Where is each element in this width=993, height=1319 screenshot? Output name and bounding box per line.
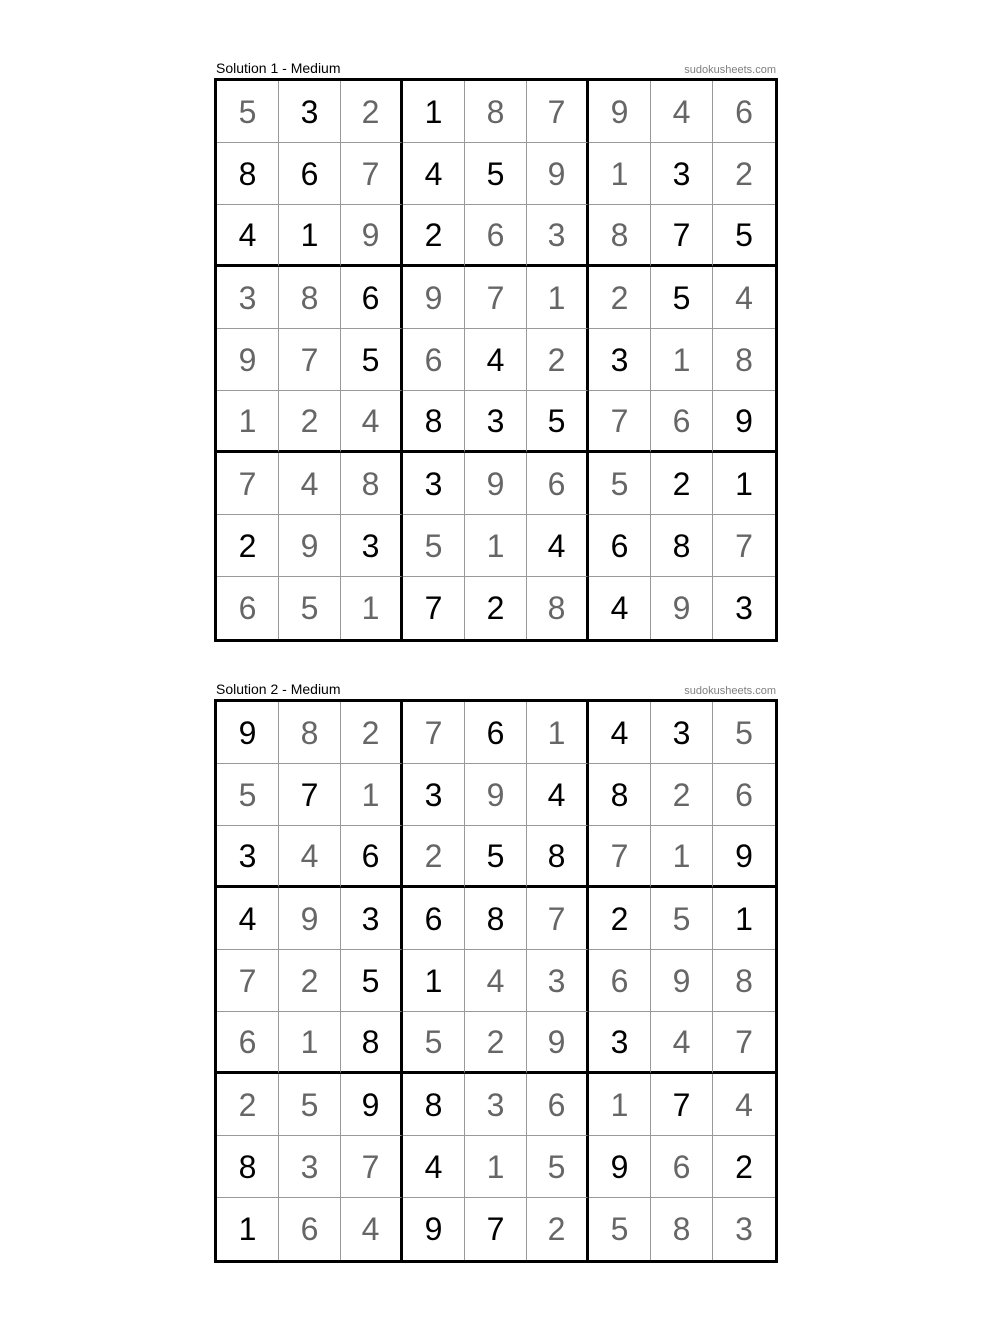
- solved-cell: 6: [465, 205, 527, 267]
- solved-cell: 7: [341, 143, 403, 205]
- solved-cell: 7: [589, 391, 651, 453]
- given-cell: 8: [403, 1074, 465, 1136]
- solved-cell: 5: [589, 1198, 651, 1260]
- solved-cell: 9: [527, 143, 589, 205]
- given-cell: 4: [465, 329, 527, 391]
- solved-cell: 4: [279, 826, 341, 888]
- given-cell: 8: [217, 1136, 279, 1198]
- given-cell: 5: [465, 143, 527, 205]
- solved-cell: 7: [527, 81, 589, 143]
- solved-cell: 1: [341, 577, 403, 639]
- solved-cell: 6: [651, 391, 713, 453]
- solved-cell: 4: [713, 1074, 775, 1136]
- solved-cell: 9: [403, 267, 465, 329]
- solved-cell: 1: [651, 329, 713, 391]
- solved-cell: 9: [589, 81, 651, 143]
- solved-cell: 1: [465, 1136, 527, 1198]
- solved-cell: 6: [279, 1198, 341, 1260]
- solved-cell: 5: [713, 702, 775, 764]
- solved-cell: 6: [403, 329, 465, 391]
- given-cell: 1: [279, 205, 341, 267]
- solved-cell: 1: [527, 267, 589, 329]
- solved-cell: 1: [651, 826, 713, 888]
- solved-cell: 7: [465, 267, 527, 329]
- given-cell: 2: [651, 453, 713, 515]
- sudoku-grid: [214, 699, 778, 1263]
- solved-cell: 5: [217, 764, 279, 826]
- given-cell: 1: [713, 888, 775, 950]
- solved-cell: 6: [651, 1136, 713, 1198]
- given-cell: 1: [217, 1198, 279, 1260]
- solved-cell: 9: [279, 515, 341, 577]
- solved-cell: 9: [527, 1012, 589, 1074]
- solved-cell: 7: [217, 453, 279, 515]
- solved-cell: 1: [279, 1012, 341, 1074]
- solved-cell: 5: [217, 81, 279, 143]
- solved-cell: 7: [713, 515, 775, 577]
- given-cell: 8: [403, 391, 465, 453]
- solved-cell: 3: [279, 1136, 341, 1198]
- puzzle-header: [214, 679, 778, 699]
- given-cell: 5: [527, 391, 589, 453]
- given-cell: 9: [341, 1074, 403, 1136]
- solved-cell: 6: [527, 1074, 589, 1136]
- given-cell: 6: [279, 143, 341, 205]
- solved-cell: 8: [589, 205, 651, 267]
- given-cell: 2: [403, 205, 465, 267]
- solved-cell: 4: [341, 1198, 403, 1260]
- solved-cell: 2: [403, 826, 465, 888]
- solved-cell: 9: [217, 329, 279, 391]
- solved-cell: 8: [527, 577, 589, 639]
- solved-cell: 2: [527, 1198, 589, 1260]
- solved-cell: 8: [713, 329, 775, 391]
- puzzle-title: Solution 1 - Medium: [216, 60, 341, 76]
- given-cell: 7: [403, 577, 465, 639]
- solved-cell: 6: [217, 1012, 279, 1074]
- solved-cell: 6: [217, 577, 279, 639]
- solved-cell: 3: [527, 950, 589, 1012]
- solved-cell: 9: [651, 577, 713, 639]
- given-cell: 7: [465, 1198, 527, 1260]
- solved-cell: 5: [403, 515, 465, 577]
- site-label: sudokusheets.com: [684, 685, 776, 697]
- given-cell: 9: [713, 826, 775, 888]
- given-cell: 9: [589, 1136, 651, 1198]
- given-cell: 4: [403, 143, 465, 205]
- given-cell: 3: [403, 453, 465, 515]
- puzzle-header: [214, 58, 778, 78]
- solved-cell: 2: [217, 1074, 279, 1136]
- solved-cell: 7: [341, 1136, 403, 1198]
- solved-cell: 5: [279, 577, 341, 639]
- given-cell: 4: [217, 205, 279, 267]
- solved-cell: 3: [527, 205, 589, 267]
- given-cell: 2: [217, 515, 279, 577]
- solved-cell: 2: [527, 329, 589, 391]
- solved-cell: 8: [465, 81, 527, 143]
- solved-cell: 8: [279, 267, 341, 329]
- given-cell: 8: [589, 764, 651, 826]
- solved-cell: 4: [465, 950, 527, 1012]
- solved-cell: 5: [589, 453, 651, 515]
- solved-cell: 1: [589, 1074, 651, 1136]
- solved-cell: 1: [341, 764, 403, 826]
- given-cell: 9: [217, 702, 279, 764]
- given-cell: 5: [465, 826, 527, 888]
- given-cell: 4: [527, 764, 589, 826]
- given-cell: 4: [403, 1136, 465, 1198]
- given-cell: 8: [651, 515, 713, 577]
- given-cell: 3: [217, 826, 279, 888]
- given-cell: 7: [279, 764, 341, 826]
- given-cell: 1: [403, 950, 465, 1012]
- given-cell: 3: [403, 764, 465, 826]
- given-cell: 5: [341, 329, 403, 391]
- solved-cell: 9: [279, 888, 341, 950]
- given-cell: 3: [279, 81, 341, 143]
- given-cell: 1: [403, 81, 465, 143]
- solved-cell: 3: [735, 1211, 753, 1247]
- solved-cell: 2: [713, 143, 775, 205]
- sudoku-grid: [214, 78, 778, 642]
- solved-cell: 1: [217, 391, 279, 453]
- solved-cell: 4: [651, 81, 713, 143]
- given-cell: 2: [589, 888, 651, 950]
- solved-cell: 2: [651, 764, 713, 826]
- solved-cell: 3: [217, 267, 279, 329]
- solved-cell: 6: [589, 950, 651, 1012]
- given-cell: 6: [589, 515, 651, 577]
- given-cell: 3: [735, 590, 753, 626]
- solved-cell: 2: [341, 702, 403, 764]
- solved-cell: 1: [527, 702, 589, 764]
- sudoku-solution-2: [214, 679, 778, 1263]
- given-cell: 2: [713, 1136, 775, 1198]
- solved-cell: 5: [279, 1074, 341, 1136]
- solved-cell: 5: [403, 1012, 465, 1074]
- solved-cell: 7: [713, 1012, 775, 1074]
- given-cell: 3: [465, 391, 527, 453]
- given-cell: 8: [217, 143, 279, 205]
- solved-cell: 9: [465, 453, 527, 515]
- given-cell: 3: [341, 515, 403, 577]
- given-cell: 4: [589, 577, 651, 639]
- given-cell: 6: [341, 826, 403, 888]
- solved-cell: 5: [651, 888, 713, 950]
- given-cell: 8: [465, 888, 527, 950]
- given-cell: 3: [341, 888, 403, 950]
- given-cell: 9: [403, 1198, 465, 1260]
- solved-cell: 6: [713, 764, 775, 826]
- solved-cell: 2: [279, 391, 341, 453]
- given-cell: 9: [713, 391, 775, 453]
- given-cell: 8: [527, 826, 589, 888]
- solved-cell: 6: [527, 453, 589, 515]
- solved-cell: 7: [527, 888, 589, 950]
- site-label: sudokusheets.com: [684, 64, 776, 76]
- given-cell: 3: [589, 1012, 651, 1074]
- given-cell: 3: [651, 143, 713, 205]
- solved-cell: 3: [465, 1074, 527, 1136]
- solved-cell: 4: [341, 391, 403, 453]
- puzzle-title: Solution 2 - Medium: [216, 681, 341, 697]
- given-cell: 6: [403, 888, 465, 950]
- solved-cell: 2: [341, 81, 403, 143]
- given-cell: 6: [465, 702, 527, 764]
- solved-cell: 9: [341, 205, 403, 267]
- given-cell: 7: [651, 205, 713, 267]
- solved-cell: 2: [589, 267, 651, 329]
- solved-cell: 2: [465, 1012, 527, 1074]
- solved-cell: 1: [589, 143, 651, 205]
- given-cell: 6: [341, 267, 403, 329]
- given-cell: 3: [589, 329, 651, 391]
- given-cell: 5: [341, 950, 403, 1012]
- given-cell: 4: [217, 888, 279, 950]
- solved-cell: 4: [713, 267, 775, 329]
- solved-cell: 7: [403, 702, 465, 764]
- solved-cell: 8: [713, 950, 775, 1012]
- given-cell: 3: [651, 702, 713, 764]
- given-cell: 5: [651, 267, 713, 329]
- given-cell: 1: [713, 453, 775, 515]
- solved-cell: 8: [341, 453, 403, 515]
- solved-cell: 4: [279, 453, 341, 515]
- sudoku-solution-1: [214, 58, 778, 642]
- solved-cell: 7: [589, 826, 651, 888]
- solved-cell: 7: [279, 329, 341, 391]
- solved-cell: 6: [713, 81, 775, 143]
- given-cell: 7: [651, 1074, 713, 1136]
- solved-cell: 1: [465, 515, 527, 577]
- solved-cell: 9: [651, 950, 713, 1012]
- solved-cell: 4: [651, 1012, 713, 1074]
- given-cell: 4: [527, 515, 589, 577]
- solved-cell: 2: [279, 950, 341, 1012]
- given-cell: 2: [465, 577, 527, 639]
- given-cell: 8: [341, 1012, 403, 1074]
- given-cell: 4: [589, 702, 651, 764]
- solved-cell: 5: [527, 1136, 589, 1198]
- solved-cell: 8: [651, 1198, 713, 1260]
- solved-cell: 7: [217, 950, 279, 1012]
- solved-cell: 9: [465, 764, 527, 826]
- solved-cell: 8: [279, 702, 341, 764]
- given-cell: 5: [713, 205, 775, 267]
